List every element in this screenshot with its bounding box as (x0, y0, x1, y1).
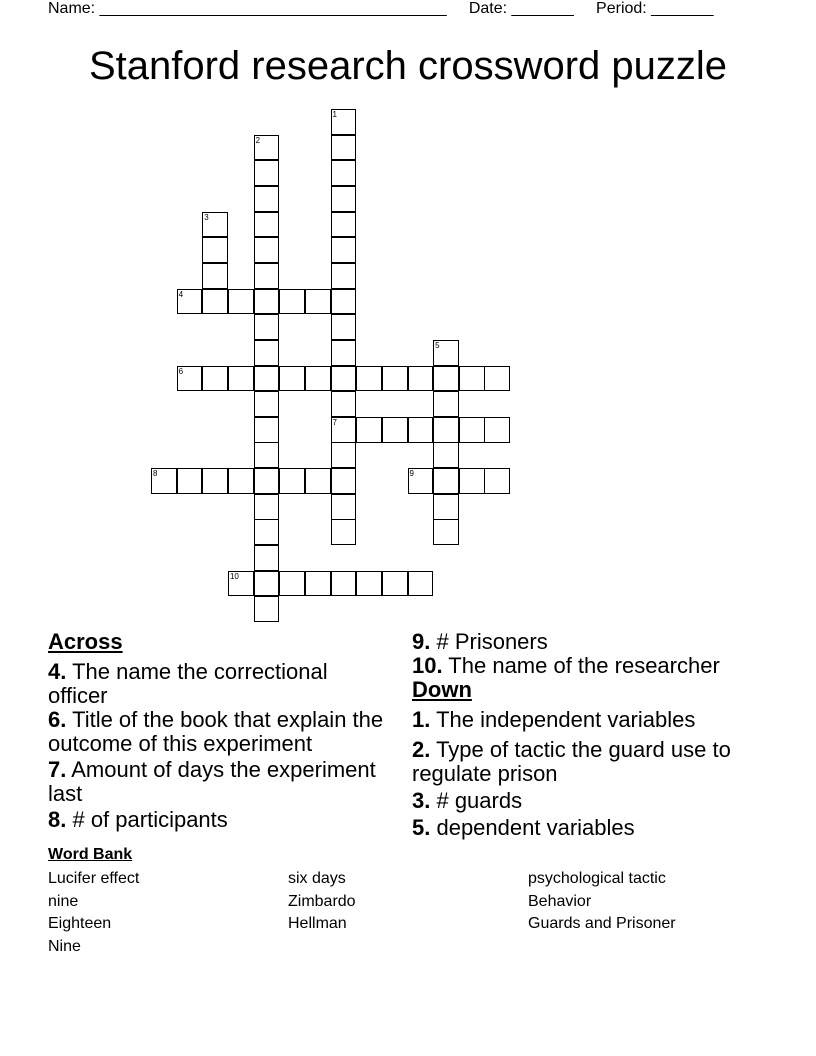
grid-cell[interactable] (331, 417, 357, 443)
word-bank-column-3 (528, 868, 676, 936)
word-bank-column-2 (288, 868, 356, 936)
cell-number: 6 (178, 366, 184, 376)
clue-across-8 (48, 808, 388, 832)
clue-down-5 (412, 816, 762, 840)
grid-cell[interactable] (254, 417, 280, 443)
clue-down-2 (412, 738, 762, 786)
grid-cell[interactable] (408, 417, 434, 443)
word-bank-word: Guards and Prisoner (528, 915, 676, 933)
clue-number: 2. (412, 737, 431, 762)
clue-number: 5. (412, 815, 431, 840)
grid-cell[interactable] (254, 237, 280, 263)
grid-cell[interactable] (433, 366, 459, 392)
grid-cell[interactable] (484, 366, 510, 392)
grid-cell[interactable] (279, 289, 305, 315)
grid-cell[interactable] (202, 212, 228, 238)
cell-number: 2 (255, 135, 261, 145)
grid-cell[interactable] (254, 186, 280, 212)
grid-cell[interactable] (305, 366, 331, 392)
clue-text: # of participants (66, 807, 228, 832)
puzzle-title: Stanford research crossword puzzle (88, 44, 728, 88)
cell-number: 9 (409, 469, 414, 479)
word-bank-column-1 (48, 868, 139, 959)
grid-cell[interactable] (331, 442, 357, 468)
word-bank-word: Behavior (528, 892, 592, 910)
clue-text: The name of the researcher (442, 653, 720, 678)
grid-cell[interactable] (433, 442, 459, 468)
grid-cell[interactable] (331, 237, 357, 263)
grid-cell[interactable] (228, 366, 254, 392)
grid-cell[interactable] (254, 160, 280, 186)
grid-cell[interactable] (254, 314, 280, 340)
grid-cell[interactable] (254, 366, 280, 392)
grid-cell[interactable] (459, 417, 485, 443)
grid-cell[interactable] (305, 468, 331, 494)
clue-down-3 (412, 789, 762, 813)
grid-cell[interactable] (382, 366, 408, 392)
cell-number: 3 (204, 212, 209, 222)
grid-cell[interactable] (331, 186, 357, 212)
grid-cell[interactable] (254, 340, 280, 366)
grid-cell[interactable] (331, 340, 357, 366)
cell-number: 8 (153, 469, 158, 479)
clue-number: 10. (412, 653, 443, 678)
clue-text: # guards (430, 788, 523, 813)
cell-number: 4 (178, 289, 184, 299)
grid-cell[interactable] (202, 468, 228, 494)
grid-cell[interactable] (228, 571, 254, 597)
grid-cell[interactable] (408, 366, 434, 392)
word-bank-word: Nine (48, 938, 81, 956)
grid-cell[interactable] (331, 519, 357, 545)
grid-cell[interactable] (459, 366, 485, 392)
grid-cell[interactable] (254, 519, 280, 545)
grid-cell[interactable] (305, 571, 331, 597)
grid-cell[interactable] (433, 494, 459, 520)
clue-number: 6. (48, 707, 67, 732)
grid-cell[interactable] (202, 237, 228, 263)
grid-cell[interactable] (356, 571, 382, 597)
grid-cell[interactable] (177, 468, 203, 494)
grid-cell[interactable] (459, 468, 485, 494)
grid-cell[interactable] (228, 468, 254, 494)
word-bank-word: Eighteen (48, 915, 112, 933)
grid-cell[interactable] (254, 596, 280, 622)
grid-cell[interactable] (279, 571, 305, 597)
grid-cell[interactable] (254, 468, 280, 494)
word-bank-word: nine (48, 892, 79, 910)
grid-cell[interactable] (382, 417, 408, 443)
word-bank-word: Zimbardo (288, 892, 356, 910)
clue-down-1 (412, 708, 762, 732)
grid-cell[interactable] (331, 135, 357, 161)
clue-number: 9. (412, 629, 431, 654)
grid-cell[interactable] (254, 135, 280, 161)
grid-cell[interactable] (331, 391, 357, 417)
grid-cell[interactable] (177, 366, 203, 392)
clue-text: Title of the book that explain the outcome of this experiment (48, 707, 384, 756)
word-bank-word: Lucifer effect (48, 870, 140, 887)
clue-number: 1. (412, 707, 431, 732)
word-bank-title: Word Bank (48, 846, 133, 863)
grid-cell[interactable] (279, 366, 305, 392)
grid-cell[interactable] (177, 289, 203, 315)
grid-cell[interactable] (331, 109, 357, 135)
clue-across-10 (412, 654, 762, 678)
clue-text: # Prisoners (430, 629, 548, 654)
word-bank-word: six days (288, 870, 346, 887)
clue-text: Amount of days the experiment last (48, 757, 376, 806)
cell-number: 1 (332, 110, 337, 119)
grid-cell[interactable] (331, 468, 357, 494)
grid-cell[interactable] (433, 417, 459, 443)
grid-cell[interactable] (254, 212, 280, 238)
grid-cell[interactable] (254, 391, 280, 417)
grid-cell[interactable] (433, 468, 459, 494)
grid-cell[interactable] (202, 289, 228, 315)
down-heading: Down (412, 677, 472, 702)
cell-number: 7 (332, 417, 337, 427)
grid-cell[interactable] (202, 263, 228, 289)
grid-cell[interactable] (433, 519, 459, 545)
clue-number: 3. (412, 788, 431, 813)
clue-number: 4. (48, 659, 67, 684)
grid-cell[interactable] (202, 366, 228, 392)
grid-cell[interactable] (151, 468, 177, 494)
clue-across-9 (412, 630, 762, 654)
grid-cell[interactable] (254, 289, 280, 315)
grid-cell[interactable] (254, 545, 280, 571)
grid-cell[interactable] (331, 289, 357, 315)
grid-cell[interactable] (254, 442, 280, 468)
clue-text: dependent variables (430, 815, 635, 840)
grid-cell[interactable] (279, 468, 305, 494)
across-heading: Across (48, 629, 123, 654)
grid-cell[interactable] (254, 494, 280, 520)
name-date-period-line: Name: _______________________________________ Date: _______ Period: _______ (48, 0, 714, 17)
grid-cell[interactable] (356, 417, 382, 443)
grid-cell[interactable] (331, 366, 357, 392)
grid-cell[interactable] (254, 263, 280, 289)
grid-cell[interactable] (331, 160, 357, 186)
word-bank-word: psychological tactic (528, 870, 666, 887)
word-bank-word: Hellman (288, 915, 347, 933)
grid-cell[interactable] (254, 571, 280, 597)
grid-cell[interactable] (484, 417, 510, 443)
grid-cell[interactable] (382, 571, 408, 597)
clue-text: Type of tactic the guard use to regulate prison (412, 737, 731, 786)
clue-text: The name the correctional officer (48, 659, 328, 708)
grid-cell[interactable] (356, 366, 382, 392)
clue-across-4 (48, 660, 388, 708)
grid-cell[interactable] (331, 263, 357, 289)
cell-number: 10 (229, 571, 239, 581)
cell-number: 5 (435, 340, 440, 350)
clue-across-7 (48, 758, 388, 806)
grid-cell[interactable] (433, 340, 459, 366)
grid-cell[interactable] (408, 571, 434, 597)
grid-cell[interactable] (331, 314, 357, 340)
clue-number: 8. (48, 807, 67, 832)
clue-number: 7. (48, 757, 67, 782)
clue-across-6 (48, 708, 388, 756)
clue-text: The independent variables (430, 707, 696, 732)
clues-right-column (412, 630, 762, 840)
grid-cell[interactable] (228, 289, 254, 315)
grid-cell[interactable] (433, 391, 459, 417)
clues-left-column (48, 630, 388, 832)
grid-cell[interactable] (331, 494, 357, 520)
grid-cell[interactable] (331, 571, 357, 597)
grid-cell[interactable] (408, 468, 434, 494)
grid-cell[interactable] (305, 289, 331, 315)
grid-cell[interactable] (331, 212, 357, 238)
grid-cell[interactable] (484, 468, 510, 494)
